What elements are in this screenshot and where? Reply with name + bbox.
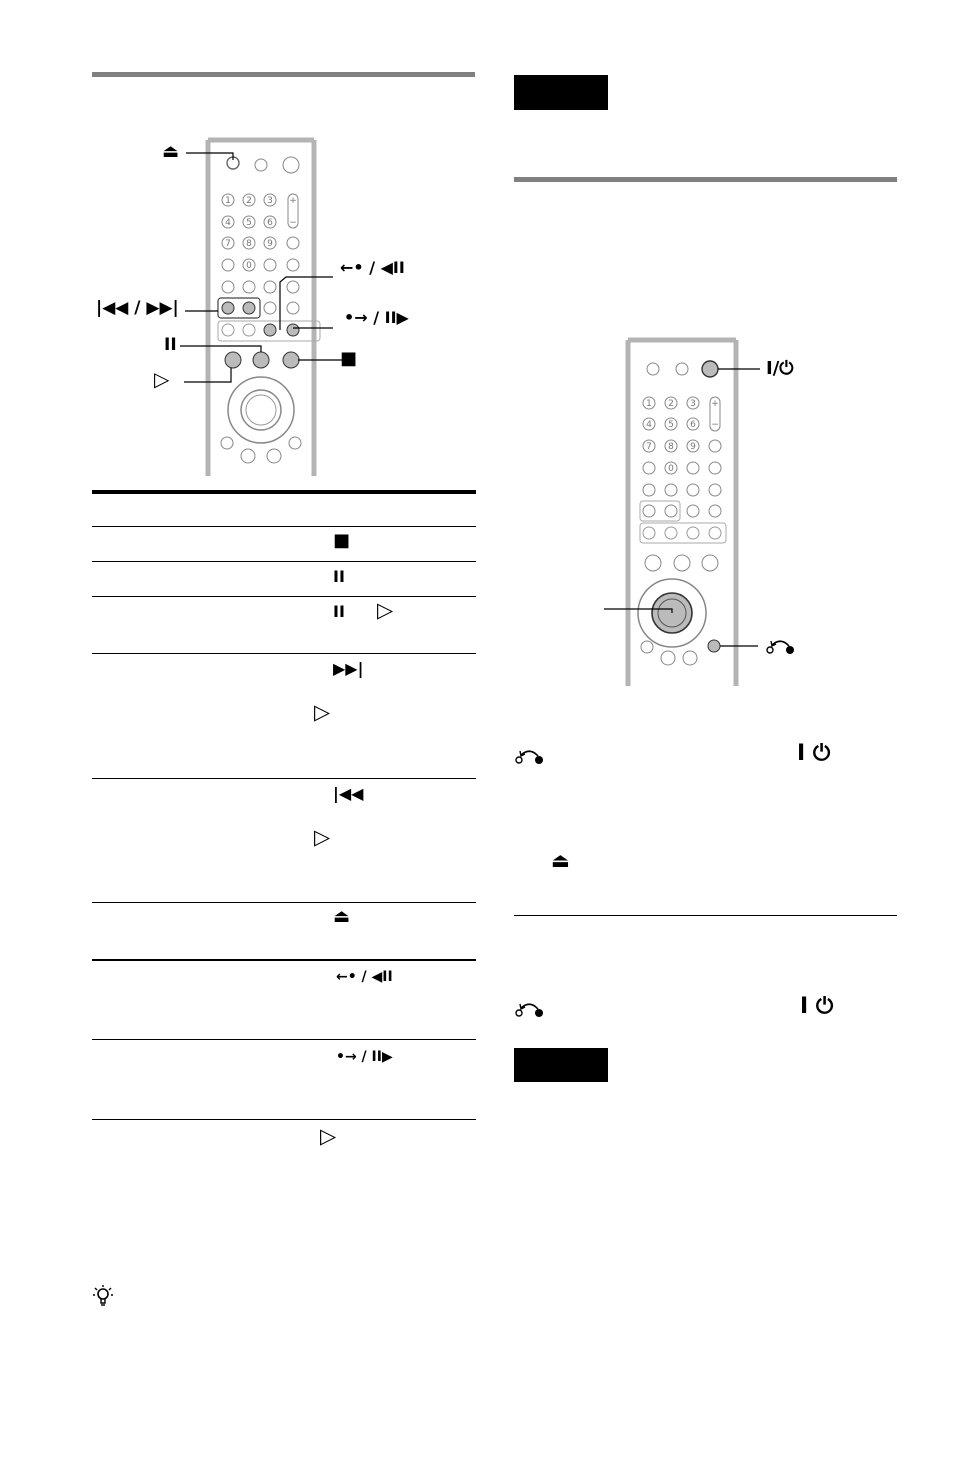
svg-text:+: + bbox=[711, 399, 719, 409]
power-icon: I ⏻ bbox=[800, 994, 834, 1019]
svg-text:−: − bbox=[289, 218, 297, 228]
pause-icon: II bbox=[333, 602, 345, 621]
table-row-divider bbox=[92, 596, 476, 597]
power-button[interactable] bbox=[702, 361, 718, 377]
table-row-divider bbox=[92, 959, 476, 961]
remote-illustration-right bbox=[590, 336, 840, 688]
stop-icon: ■ bbox=[340, 348, 358, 369]
svg-text:1: 1 bbox=[646, 399, 652, 409]
pause-icon: II bbox=[333, 567, 345, 586]
advance-icon: •→ / II▶ bbox=[336, 1049, 393, 1065]
svg-text:9: 9 bbox=[690, 442, 696, 452]
table-row-divider bbox=[92, 1039, 476, 1040]
table-row-divider bbox=[92, 653, 476, 654]
power-icon: I ⏻ bbox=[797, 741, 831, 766]
play-icon: ▷ bbox=[314, 825, 331, 849]
svg-text:6: 6 bbox=[690, 420, 696, 430]
table-top-rule bbox=[92, 490, 476, 494]
return-icon bbox=[766, 638, 796, 656]
section-divider bbox=[514, 915, 897, 916]
svg-text:0: 0 bbox=[246, 261, 252, 271]
table-row-divider bbox=[92, 778, 476, 779]
svg-text:9: 9 bbox=[267, 239, 273, 249]
prev-next-icon: |◀◀ / ▶▶| bbox=[96, 298, 179, 318]
eject-icon: ⏏ bbox=[162, 141, 180, 162]
svg-text:4: 4 bbox=[646, 420, 652, 430]
svg-text:7: 7 bbox=[225, 239, 231, 249]
table-row-divider bbox=[92, 526, 476, 527]
return-icon bbox=[514, 748, 546, 766]
return-button[interactable] bbox=[708, 640, 720, 652]
svg-text:+: + bbox=[289, 196, 297, 206]
play-icon: ▷ bbox=[314, 700, 331, 724]
table-row-divider bbox=[92, 902, 476, 903]
next-icon: ▶▶| bbox=[333, 659, 364, 678]
pause-icon: II bbox=[164, 335, 177, 355]
svg-text:2: 2 bbox=[668, 399, 674, 409]
eject-icon: ⏏ bbox=[333, 906, 351, 927]
svg-text:6: 6 bbox=[267, 218, 273, 228]
svg-text:1: 1 bbox=[225, 196, 231, 206]
play-icon: ▷ bbox=[320, 1124, 337, 1148]
prev-icon: |◀◀ bbox=[333, 784, 364, 803]
svg-text:0: 0 bbox=[668, 464, 674, 474]
replay-icon: ←• / ◀II bbox=[336, 969, 393, 985]
svg-text:−: − bbox=[711, 420, 719, 430]
return-icon bbox=[514, 1001, 546, 1019]
table-row-divider bbox=[92, 1119, 476, 1120]
eject-icon: ⏏ bbox=[551, 848, 570, 872]
table-row-divider bbox=[92, 561, 476, 562]
stop-icon: ■ bbox=[333, 530, 351, 551]
svg-text:8: 8 bbox=[246, 239, 252, 249]
play-icon: ▷ bbox=[377, 598, 394, 622]
note-label-top bbox=[514, 75, 608, 110]
right-section-rule bbox=[514, 177, 897, 182]
replay-icon: ←• / ◀II bbox=[340, 258, 405, 277]
svg-text:8: 8 bbox=[668, 442, 674, 452]
svg-text:4: 4 bbox=[225, 218, 231, 228]
svg-text:5: 5 bbox=[668, 420, 674, 430]
note-label-bottom bbox=[514, 1048, 608, 1082]
svg-text:3: 3 bbox=[267, 196, 273, 206]
left-section-rule bbox=[92, 72, 475, 77]
svg-text:3: 3 bbox=[690, 399, 696, 409]
advance-icon: •→ / II▶ bbox=[344, 308, 409, 327]
tip-lightbulb-icon bbox=[92, 1284, 114, 1308]
svg-text:7: 7 bbox=[646, 442, 652, 452]
svg-text:5: 5 bbox=[246, 218, 252, 228]
svg-text:2: 2 bbox=[246, 196, 252, 206]
play-icon: ▷ bbox=[154, 367, 170, 391]
power-icon: I/⏻ bbox=[766, 358, 794, 379]
